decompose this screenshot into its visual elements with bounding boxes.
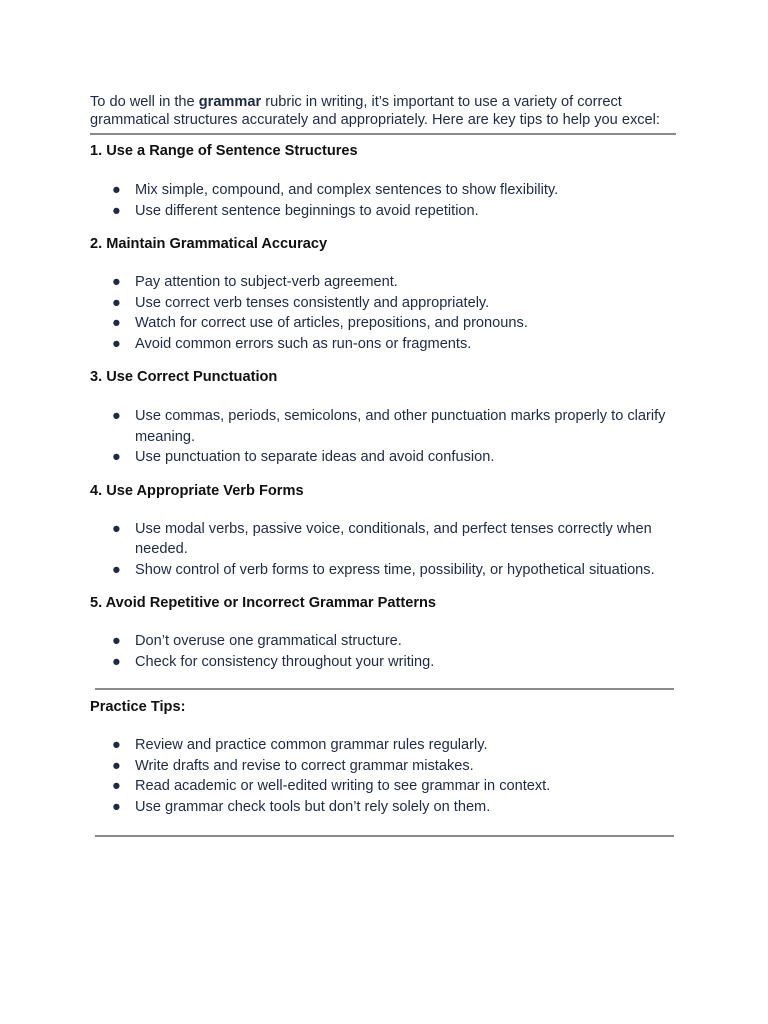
tip-section xyxy=(90,235,676,354)
document-page xyxy=(90,93,676,837)
list-item-text: Check for consistency throughout your writing. xyxy=(135,653,435,670)
list-item-text: Use different sentence beginnings to avoid repetition. xyxy=(135,202,479,219)
list-item xyxy=(90,776,676,797)
list-item-text: Use grammar check tools but don’t rely solely on them. xyxy=(135,798,491,815)
bullet-icon: ● xyxy=(112,561,121,578)
intro-paragraph xyxy=(90,93,676,129)
list-item-text: Read academic or well-edited writing to see grammar in context. xyxy=(135,778,551,794)
bullet-list xyxy=(90,180,676,221)
section-heading: Practice Tips: xyxy=(90,699,186,715)
tip-section xyxy=(90,368,676,468)
list-item xyxy=(90,447,676,468)
bullet-icon: ● xyxy=(112,653,121,670)
section-heading: 1. Use a Range of Sentence Structures xyxy=(90,143,358,159)
list-item-text: Review and practice common grammar rules regularly. xyxy=(135,737,488,753)
bullet-list xyxy=(90,735,676,817)
bullet-list xyxy=(90,272,676,354)
bullet-icon: ● xyxy=(112,294,121,311)
list-item-text: Use commas, periods, semicolons, and other punctuation marks properly to clarify meaning. xyxy=(135,408,666,445)
tip-section xyxy=(90,594,676,672)
list-item xyxy=(90,797,676,818)
bullet-icon: ● xyxy=(112,202,121,219)
divider-bottom xyxy=(95,835,674,837)
list-item xyxy=(90,756,676,777)
bullet-icon: ● xyxy=(112,778,121,794)
list-item-text: Avoid common errors such as run-ons or fragments. xyxy=(135,335,472,352)
bullet-icon: ● xyxy=(112,449,121,465)
bullet-icon: ● xyxy=(112,633,121,649)
list-item-text: Write drafts and revise to correct grammar mistakes. xyxy=(135,757,474,774)
list-item xyxy=(90,272,676,293)
bullet-icon: ● xyxy=(112,798,121,815)
bullet-icon: ● xyxy=(112,315,121,331)
section-heading: 2. Maintain Grammatical Accuracy xyxy=(90,236,328,252)
section-heading: 5. Avoid Repetitive or Incorrect Grammar Patterns xyxy=(90,595,437,611)
tip-section xyxy=(90,482,676,581)
list-item xyxy=(90,313,676,334)
intro-text-before: To do well in the xyxy=(90,94,199,110)
bullet-icon: ● xyxy=(112,182,121,198)
list-item xyxy=(90,201,676,222)
bullet-icon: ● xyxy=(112,335,121,352)
intro-text-after: rubric in writing, it’s important to use a variety of correct grammatical structures accurately and appropriately. Here are key tips to help you excel: xyxy=(90,94,660,128)
list-item xyxy=(90,406,676,447)
tip-section xyxy=(90,142,676,221)
list-item xyxy=(90,631,676,652)
list-item xyxy=(90,334,676,355)
practice-section xyxy=(90,698,676,817)
list-item-text: Use correct verb tenses consistently and appropriately. xyxy=(135,294,490,311)
intro-bold-term: grammar xyxy=(198,94,262,110)
bullet-list xyxy=(90,406,676,468)
divider-middle xyxy=(95,688,674,690)
bullet-icon: ● xyxy=(112,408,121,424)
list-item xyxy=(90,519,676,560)
list-item xyxy=(90,652,676,673)
bullet-icon: ● xyxy=(112,274,121,290)
bullet-list xyxy=(90,519,676,581)
list-item-text: Show control of verb forms to express time, possibility, or hypothetical situations. xyxy=(135,561,655,578)
bullet-icon: ● xyxy=(112,737,121,753)
section-heading: 3. Use Correct Punctuation xyxy=(90,369,278,385)
tips-sections xyxy=(90,142,676,672)
list-item-text: Use punctuation to separate ideas and avoid confusion. xyxy=(135,449,495,465)
list-item xyxy=(90,180,676,201)
section-heading: 4. Use Appropriate Verb Forms xyxy=(90,482,304,499)
list-item-text: Use modal verbs, passive voice, conditionals, and perfect tenses correctly when needed. xyxy=(135,520,652,557)
list-item xyxy=(90,560,676,581)
divider-top xyxy=(90,133,676,135)
bullet-icon: ● xyxy=(112,757,121,774)
list-item xyxy=(90,735,676,756)
list-item-text: Watch for correct use of articles, prepositions, and pronouns. xyxy=(135,315,528,331)
bullet-icon: ● xyxy=(112,520,121,537)
list-item-text: Mix simple, compound, and complex sentences to show flexibility. xyxy=(135,182,559,198)
list-item-text: Pay attention to subject-verb agreement. xyxy=(135,274,398,290)
list-item xyxy=(90,293,676,314)
list-item-text: Don’t overuse one grammatical structure. xyxy=(135,633,402,649)
bullet-list xyxy=(90,631,676,672)
